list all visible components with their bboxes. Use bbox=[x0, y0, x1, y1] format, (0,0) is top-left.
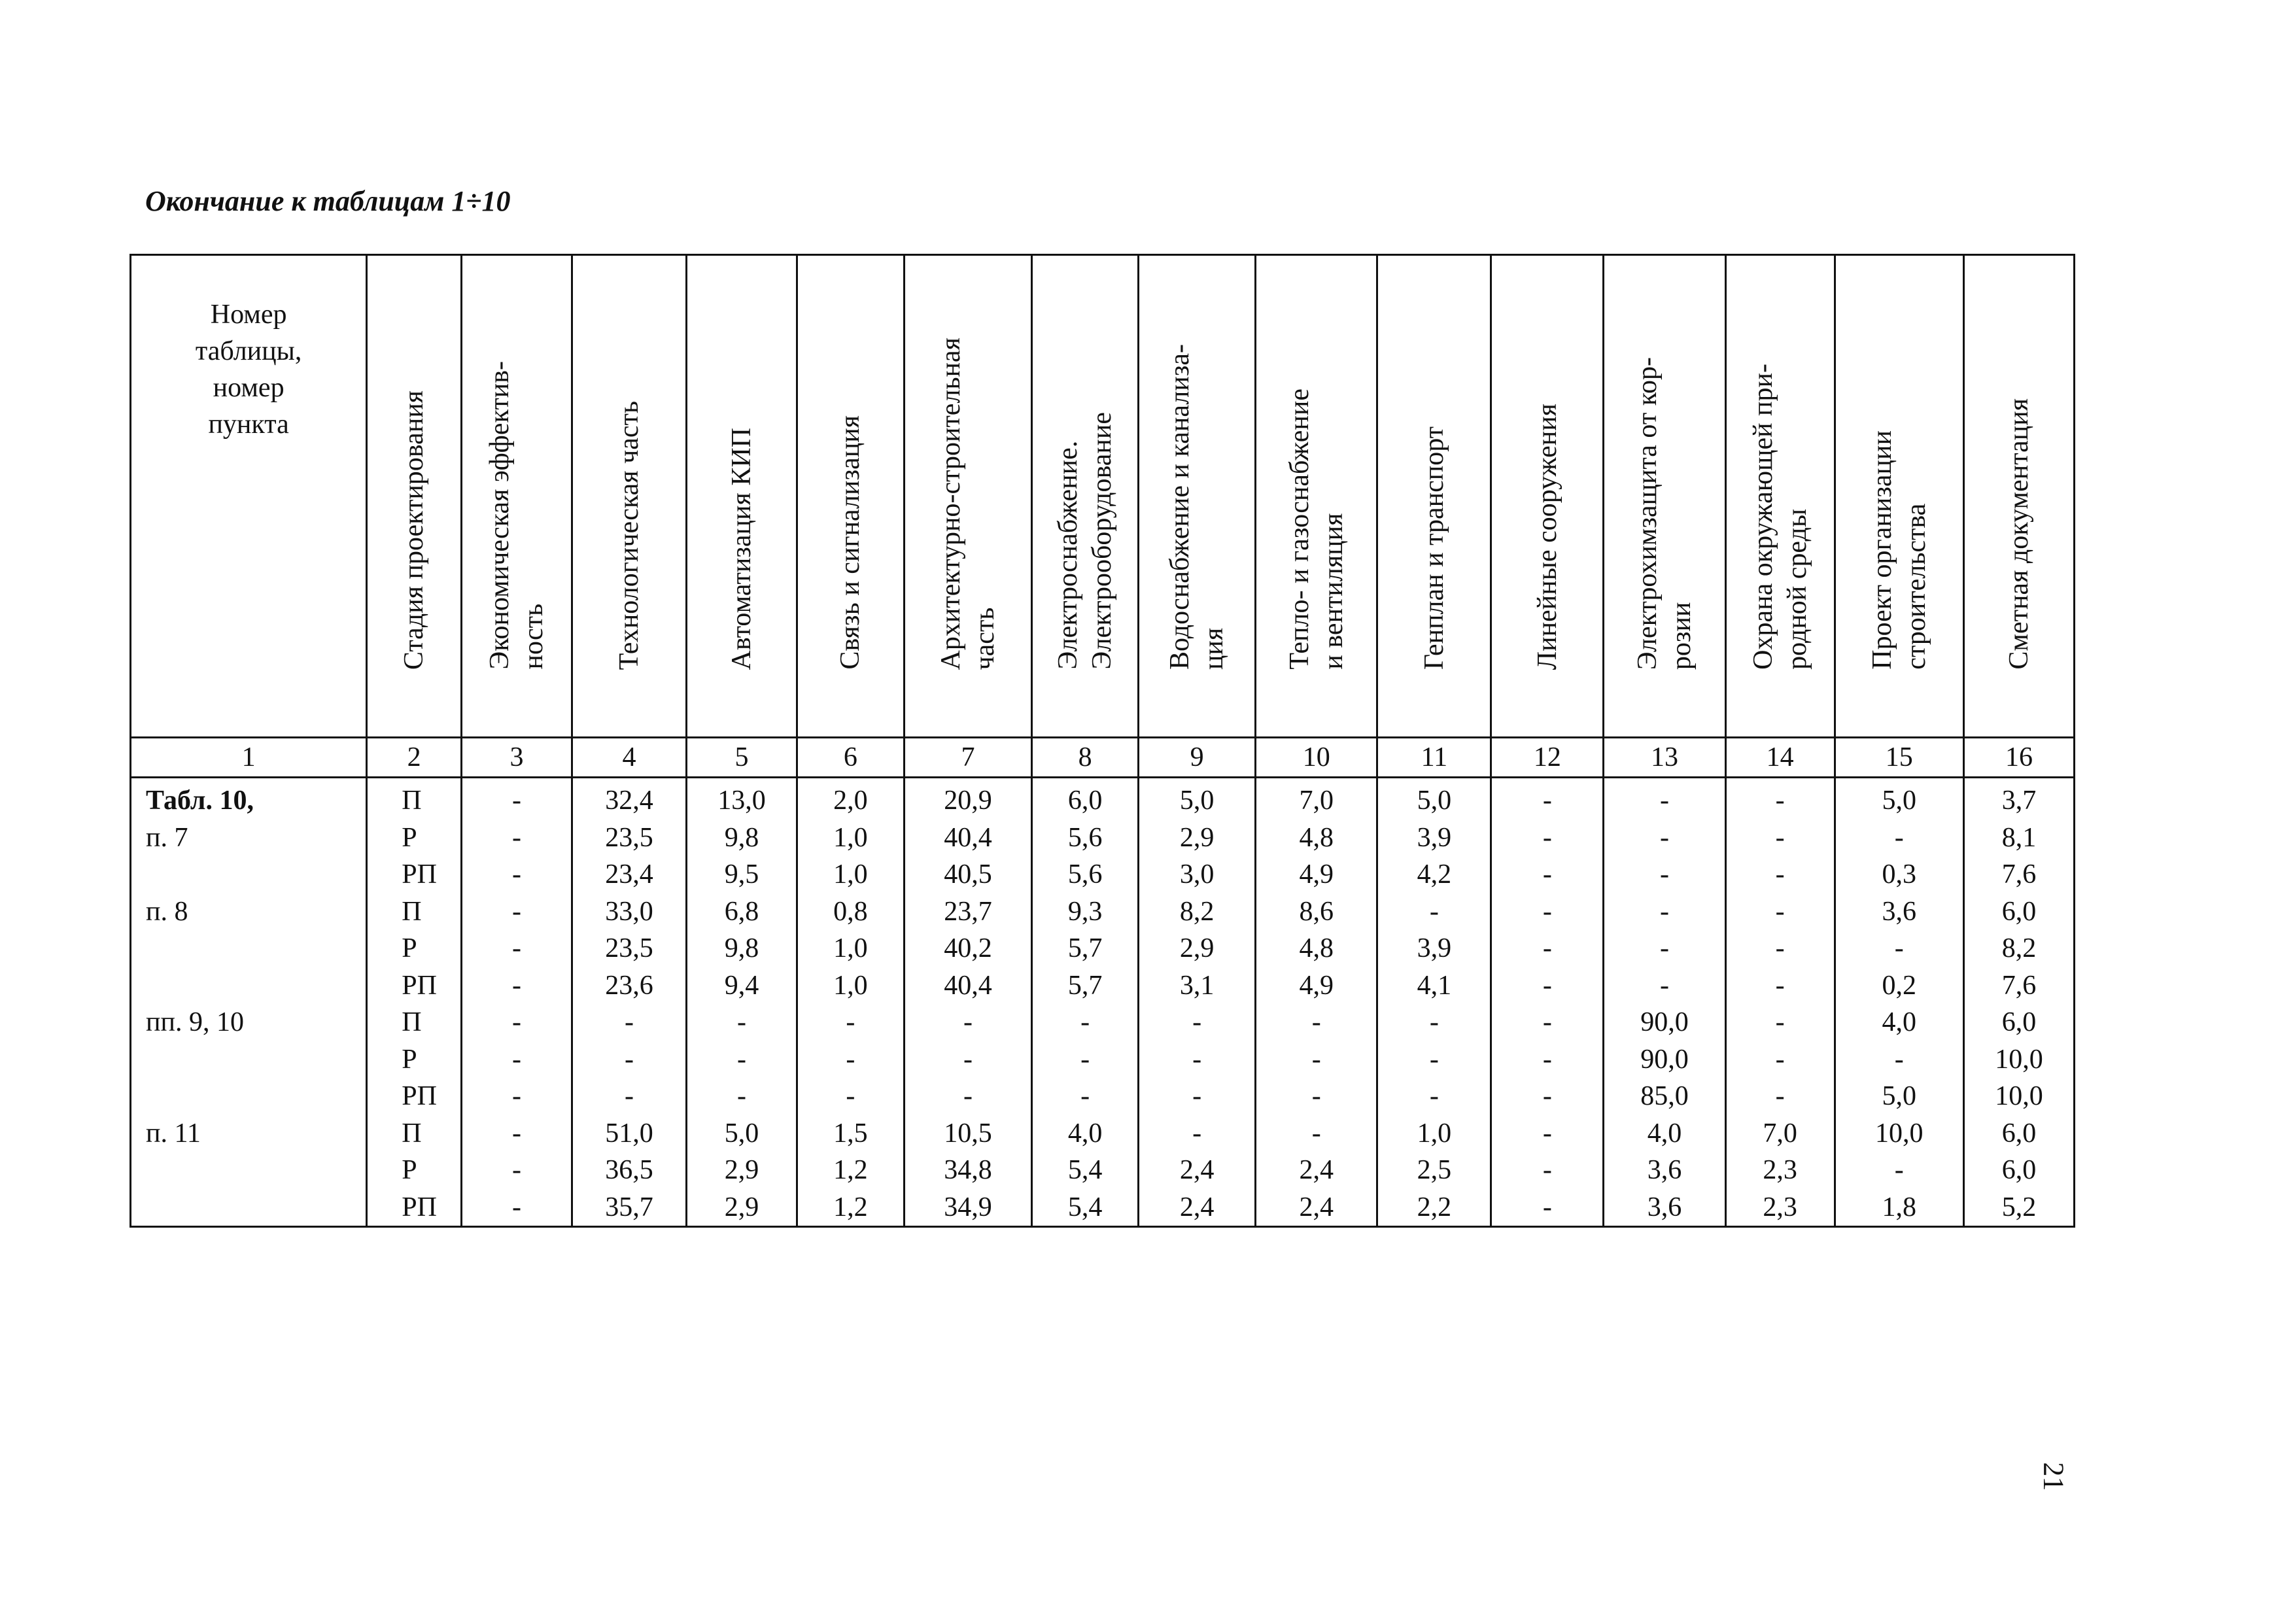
value-cell bbox=[1256, 1115, 1377, 1227]
cell-value: 5,7 bbox=[1067, 933, 1103, 963]
cell-value: 1,0 bbox=[833, 822, 868, 853]
cell-value: РП bbox=[402, 1192, 437, 1222]
cell-value: - bbox=[511, 1192, 521, 1222]
column-number: 7 bbox=[904, 738, 1031, 778]
value-cell bbox=[1032, 1004, 1139, 1115]
cell-value: - bbox=[736, 1044, 746, 1075]
value-cell bbox=[1835, 778, 1963, 893]
cell-value: - bbox=[1542, 896, 1552, 927]
value-cell bbox=[1604, 1115, 1725, 1227]
table-group-row bbox=[131, 1115, 2075, 1227]
cell-value: 7,0 bbox=[1299, 786, 1334, 816]
cell-value: 34,9 bbox=[944, 1192, 992, 1222]
cell-value: 9,3 bbox=[1067, 896, 1103, 927]
cell-value: - bbox=[1894, 933, 1904, 963]
cell-value: - bbox=[511, 933, 521, 963]
cell-value: - bbox=[511, 970, 521, 1001]
cell-value: 6,0 bbox=[2001, 1155, 2037, 1185]
value-cell bbox=[572, 893, 686, 1005]
cell-value: - bbox=[511, 1007, 521, 1037]
cell-value: - bbox=[1080, 1007, 1090, 1037]
value-cell bbox=[1491, 778, 1604, 893]
cell-value: - bbox=[624, 1007, 634, 1037]
cell-value: 1,0 bbox=[833, 859, 868, 890]
stage-cell bbox=[367, 1004, 462, 1115]
cell-value: - bbox=[1894, 822, 1904, 853]
cell-value: - bbox=[1542, 822, 1552, 853]
cell-value: 0,8 bbox=[833, 896, 868, 927]
cell-value: - bbox=[1311, 1007, 1321, 1037]
table-caption: Окончание к таблицам 1÷10 bbox=[145, 185, 511, 217]
value-cell bbox=[1725, 1004, 1835, 1115]
header-construction-organization: Проект организации строительства bbox=[1835, 255, 1963, 738]
stage-cell bbox=[367, 1115, 462, 1227]
cell-value: - bbox=[1429, 896, 1439, 927]
cell-value: 6,8 bbox=[724, 896, 759, 927]
cell-value: 5,2 bbox=[2001, 1192, 2037, 1222]
row-label-item: п. 8 bbox=[146, 896, 188, 927]
cell-value: 8,2 bbox=[1179, 896, 1215, 927]
column-number: 10 bbox=[1256, 738, 1377, 778]
value-cell bbox=[1139, 778, 1256, 893]
value-cell bbox=[797, 1004, 904, 1115]
cell-value: - bbox=[1775, 1007, 1785, 1037]
cell-value: - bbox=[1192, 1081, 1202, 1111]
cell-value: - bbox=[736, 1081, 746, 1111]
cell-value: 23,4 bbox=[605, 859, 653, 890]
cell-value: 3,1 bbox=[1179, 970, 1215, 1001]
cell-value: - bbox=[511, 896, 521, 927]
column-number: 6 bbox=[797, 738, 904, 778]
cell-value: 3,9 bbox=[1417, 933, 1452, 963]
stage-cell bbox=[367, 893, 462, 1005]
value-cell bbox=[1139, 1004, 1256, 1115]
cell-value: 5,0 bbox=[1882, 786, 1916, 816]
cell-value: 3,6 bbox=[1647, 1155, 1682, 1185]
value-cell bbox=[904, 893, 1031, 1005]
value-cell bbox=[1491, 893, 1604, 1005]
cell-value: 4,0 bbox=[1067, 1118, 1103, 1149]
cell-value: - bbox=[963, 1044, 973, 1075]
header-estimates: Сметная документация bbox=[1963, 255, 2074, 738]
cell-value: - bbox=[1775, 1081, 1785, 1111]
value-cell bbox=[904, 1004, 1031, 1115]
cell-value: - bbox=[1660, 859, 1670, 890]
cell-value: - bbox=[511, 786, 521, 816]
cell-value: - bbox=[1542, 786, 1552, 816]
row-label-item: п. 11 bbox=[146, 1118, 201, 1149]
cell-value: 1,2 bbox=[833, 1192, 868, 1222]
cell-value: 4,9 bbox=[1299, 859, 1334, 890]
cell-value: - bbox=[1660, 786, 1670, 816]
row-label-item: п. 7 bbox=[146, 822, 188, 853]
cell-value: - bbox=[1542, 1192, 1552, 1222]
value-cell bbox=[686, 778, 797, 893]
cell-value: Р bbox=[402, 1044, 417, 1075]
cell-value: 5,0 bbox=[1882, 1081, 1916, 1111]
value-cell bbox=[461, 1115, 572, 1227]
cell-value: - bbox=[511, 822, 521, 853]
value-cell bbox=[1725, 893, 1835, 1005]
cell-value: - bbox=[1311, 1118, 1321, 1149]
cell-value: 10,0 bbox=[1995, 1044, 2043, 1075]
cell-value: 36,5 bbox=[605, 1155, 653, 1185]
cell-value: 2,4 bbox=[1299, 1155, 1334, 1185]
cell-value: 1,0 bbox=[833, 970, 868, 1001]
cell-value: 2,4 bbox=[1179, 1155, 1215, 1185]
cell-value: 1,2 bbox=[833, 1155, 868, 1185]
value-cell bbox=[1835, 893, 1963, 1005]
cell-value: - bbox=[1775, 896, 1785, 927]
column-number: 13 bbox=[1604, 738, 1725, 778]
cell-value: 7,0 bbox=[1763, 1118, 1797, 1149]
value-cell bbox=[1725, 778, 1835, 893]
cell-value: - bbox=[1192, 1007, 1202, 1037]
cell-value: 9,4 bbox=[724, 970, 759, 1001]
value-cell bbox=[1377, 1004, 1491, 1115]
cell-value: - bbox=[1542, 970, 1552, 1001]
cell-value: Р bbox=[402, 933, 417, 963]
cell-value: 1,5 bbox=[833, 1118, 868, 1149]
cell-value: 6,0 bbox=[2001, 1118, 2037, 1149]
cell-value: 33,0 bbox=[605, 896, 653, 927]
cell-value: 4,9 bbox=[1299, 970, 1334, 1001]
cell-value: 20,9 bbox=[944, 786, 992, 816]
cell-value: - bbox=[1660, 896, 1670, 927]
cell-value: 40,5 bbox=[944, 859, 992, 890]
value-cell bbox=[1032, 778, 1139, 893]
cell-value: 2,9 bbox=[1179, 933, 1215, 963]
cell-value: 3,9 bbox=[1417, 822, 1452, 853]
cell-value: 40,4 bbox=[944, 970, 992, 1001]
row-label-table: Табл. 10, bbox=[146, 786, 254, 816]
value-cell bbox=[1256, 778, 1377, 893]
cell-value: 23,5 bbox=[605, 933, 653, 963]
cell-value: Р bbox=[402, 1155, 417, 1185]
cell-value: 2,3 bbox=[1763, 1155, 1797, 1185]
value-cell bbox=[1963, 1115, 2074, 1227]
cell-value: - bbox=[963, 1007, 973, 1037]
cell-value: 23,7 bbox=[944, 896, 992, 927]
cell-value: 4,1 bbox=[1417, 970, 1452, 1001]
cell-value: - bbox=[736, 1007, 746, 1037]
header-general-plan: Генплан и транспорт bbox=[1377, 255, 1491, 738]
cell-value: 1,0 bbox=[833, 933, 868, 963]
value-cell bbox=[1835, 1115, 1963, 1227]
value-cell bbox=[1032, 893, 1139, 1005]
cell-value: - bbox=[1429, 1007, 1439, 1037]
cell-value: 8,6 bbox=[1299, 896, 1334, 927]
cell-value: 9,8 bbox=[724, 822, 759, 853]
cell-value: 4,8 bbox=[1299, 933, 1334, 963]
value-cell bbox=[1604, 893, 1725, 1005]
cell-value: - bbox=[846, 1007, 855, 1037]
cell-value: 40,2 bbox=[944, 933, 992, 963]
cell-value: - bbox=[1775, 933, 1785, 963]
header-communication: Связь и сигнализация bbox=[797, 255, 904, 738]
cell-value: 2,3 bbox=[1763, 1192, 1797, 1222]
table-group-row bbox=[131, 778, 2075, 893]
column-number: 14 bbox=[1725, 738, 1835, 778]
cell-value: 2,9 bbox=[724, 1192, 759, 1222]
column-number: 8 bbox=[1032, 738, 1139, 778]
cell-value: - bbox=[1080, 1081, 1090, 1111]
cell-value: 4,2 bbox=[1417, 859, 1452, 890]
cell-value: 13,0 bbox=[717, 786, 766, 816]
column-number: 11 bbox=[1377, 738, 1491, 778]
stage-cell bbox=[367, 778, 462, 893]
value-cell bbox=[1256, 1004, 1377, 1115]
value-cell bbox=[1491, 1115, 1604, 1227]
cell-value: - bbox=[1542, 859, 1552, 890]
table-group-row bbox=[131, 893, 2075, 1005]
header-power-supply: Электроснабжение. Электрооборудование bbox=[1032, 255, 1139, 738]
column-number: 12 bbox=[1491, 738, 1604, 778]
value-cell bbox=[1377, 778, 1491, 893]
row-label bbox=[131, 1004, 367, 1115]
cell-value: 10,5 bbox=[944, 1118, 992, 1149]
cell-value: - bbox=[1311, 1081, 1321, 1111]
cell-value: 1,0 bbox=[1417, 1118, 1452, 1149]
cell-value: - bbox=[1660, 933, 1670, 963]
cell-value: Р bbox=[402, 822, 417, 853]
cell-value: 23,5 bbox=[605, 822, 653, 853]
cell-value: 7,6 bbox=[2001, 859, 2037, 890]
value-cell bbox=[572, 1115, 686, 1227]
header-water-supply: Водоснабжение и канализа- ция bbox=[1139, 255, 1256, 738]
cell-value: - bbox=[846, 1081, 855, 1111]
cell-value: - bbox=[1775, 786, 1785, 816]
cell-value: 51,0 bbox=[605, 1118, 653, 1149]
cell-value: 4,0 bbox=[1882, 1007, 1916, 1037]
header-heat-gas-supply: Тепло- и газоснабжение и вентиляция bbox=[1256, 255, 1377, 738]
cell-value: 5,6 bbox=[1067, 822, 1103, 853]
cell-value: - bbox=[1775, 822, 1785, 853]
value-cell bbox=[1604, 778, 1725, 893]
cell-value: - bbox=[1775, 1044, 1785, 1075]
value-cell bbox=[1963, 893, 2074, 1005]
data-table bbox=[129, 254, 2075, 1228]
cell-value: 23,6 bbox=[605, 970, 653, 1001]
value-cell bbox=[572, 1004, 686, 1115]
value-cell bbox=[1032, 1115, 1139, 1227]
cell-value: - bbox=[511, 1081, 521, 1111]
header-economic-efficiency: Экономическая эффектив- ность bbox=[461, 255, 572, 738]
cell-value: - bbox=[511, 1155, 521, 1185]
table-group-row bbox=[131, 1004, 2075, 1115]
value-cell bbox=[797, 778, 904, 893]
cell-value: 9,5 bbox=[724, 859, 759, 890]
column-number: 4 bbox=[572, 738, 686, 778]
header-architecture: Архитектурно-строительная часть bbox=[904, 255, 1031, 738]
header-design-stage: Стадия проектирования bbox=[367, 255, 462, 738]
header-row bbox=[131, 255, 2075, 738]
cell-value: 2,5 bbox=[1417, 1155, 1452, 1185]
cell-value: 5,0 bbox=[1417, 786, 1452, 816]
column-number: 16 bbox=[1963, 738, 2074, 778]
cell-value: 5,4 bbox=[1067, 1192, 1103, 1222]
cell-value: 90,0 bbox=[1640, 1007, 1689, 1037]
cell-value: 4,8 bbox=[1299, 822, 1334, 853]
column-number: 5 bbox=[686, 738, 797, 778]
cell-value: 5,7 bbox=[1067, 970, 1103, 1001]
cell-value: П bbox=[402, 1118, 422, 1149]
cell-value: 8,2 bbox=[2001, 933, 2037, 963]
value-cell bbox=[461, 778, 572, 893]
cell-value: 6,0 bbox=[2001, 1007, 2037, 1037]
header-environment: Охрана окружающей при- родной среды bbox=[1725, 255, 1835, 738]
cell-value: - bbox=[511, 859, 521, 890]
cell-value: - bbox=[1080, 1044, 1090, 1075]
cell-value: 5,0 bbox=[1179, 786, 1215, 816]
cell-value: 40,4 bbox=[944, 822, 992, 853]
column-number: 3 bbox=[461, 738, 572, 778]
cell-value: 8,1 bbox=[2001, 822, 2037, 853]
cell-value: - bbox=[1192, 1044, 1202, 1075]
cell-value: 34,8 bbox=[944, 1155, 992, 1185]
header-corrosion-protection: Электрохимзащита от кор- розии bbox=[1604, 255, 1725, 738]
value-cell bbox=[686, 1004, 797, 1115]
header-linear-structures: Линейные сооружения bbox=[1491, 255, 1604, 738]
cell-value: 9,8 bbox=[724, 933, 759, 963]
value-cell bbox=[1963, 778, 2074, 893]
cell-value: 3,7 bbox=[2001, 786, 2037, 816]
cell-value: - bbox=[1192, 1118, 1202, 1149]
row-label-item: пп. 9, 10 bbox=[146, 1007, 244, 1037]
value-cell bbox=[461, 893, 572, 1005]
cell-value: 3,6 bbox=[1647, 1192, 1682, 1222]
cell-value: - bbox=[1660, 970, 1670, 1001]
column-number-row bbox=[131, 738, 2075, 778]
column-number: 9 bbox=[1139, 738, 1256, 778]
row-label bbox=[131, 893, 367, 1005]
row-label bbox=[131, 1115, 367, 1227]
cell-value: 4,0 bbox=[1647, 1118, 1682, 1149]
cell-value: 5,6 bbox=[1067, 859, 1103, 890]
cell-value: 35,7 bbox=[605, 1192, 653, 1222]
cell-value: П bbox=[402, 786, 422, 816]
cell-value: 2,9 bbox=[724, 1155, 759, 1185]
value-cell bbox=[904, 1115, 1031, 1227]
value-cell bbox=[1835, 1004, 1963, 1115]
cell-value: - bbox=[1542, 1007, 1552, 1037]
value-cell bbox=[1139, 1115, 1256, 1227]
value-cell bbox=[1139, 893, 1256, 1005]
value-cell bbox=[1604, 1004, 1725, 1115]
cell-value: 10,0 bbox=[1995, 1081, 2043, 1111]
cell-value: - bbox=[1775, 859, 1785, 890]
cell-value: РП bbox=[402, 970, 437, 1001]
value-cell bbox=[797, 893, 904, 1005]
cell-value: 6,0 bbox=[2001, 896, 2037, 927]
cell-value: - bbox=[1542, 1118, 1552, 1149]
cell-value: П bbox=[402, 896, 422, 927]
cell-value: 0,2 bbox=[1882, 970, 1916, 1001]
cell-value: 5,0 bbox=[724, 1118, 759, 1149]
value-cell bbox=[1256, 893, 1377, 1005]
column-number: 2 bbox=[367, 738, 462, 778]
page-number: 21 bbox=[2037, 1462, 2070, 1491]
cell-value: - bbox=[1775, 970, 1785, 1001]
cell-value: 7,6 bbox=[2001, 970, 2037, 1001]
cell-value: - bbox=[963, 1081, 973, 1111]
cell-value: 2,4 bbox=[1179, 1192, 1215, 1222]
value-cell bbox=[686, 893, 797, 1005]
value-cell bbox=[686, 1115, 797, 1227]
cell-value: - bbox=[1542, 1044, 1552, 1075]
cell-value: - bbox=[1542, 1081, 1552, 1111]
cell-value: 90,0 bbox=[1640, 1044, 1689, 1075]
header-technological-part: Технологическая часть bbox=[572, 255, 686, 738]
cell-value: П bbox=[402, 1007, 422, 1037]
cell-value: 85,0 bbox=[1640, 1081, 1689, 1111]
column-number: 1 bbox=[131, 738, 367, 778]
cell-value: - bbox=[1660, 822, 1670, 853]
value-cell bbox=[1491, 1004, 1604, 1115]
value-cell bbox=[1725, 1115, 1835, 1227]
cell-value: - bbox=[511, 1118, 521, 1149]
cell-value: - bbox=[624, 1044, 634, 1075]
column-number: 15 bbox=[1835, 738, 1963, 778]
value-cell bbox=[1377, 893, 1491, 1005]
cell-value: - bbox=[846, 1044, 855, 1075]
row-label bbox=[131, 778, 367, 893]
cell-value: 6,0 bbox=[1067, 786, 1103, 816]
cell-value: - bbox=[1311, 1044, 1321, 1075]
cell-value: 3,6 bbox=[1882, 896, 1916, 927]
cell-value: 32,4 bbox=[605, 786, 653, 816]
cell-value: 2,0 bbox=[833, 786, 868, 816]
cell-value: 10,0 bbox=[1874, 1118, 1924, 1149]
cell-value: - bbox=[1542, 933, 1552, 963]
cell-value: - bbox=[624, 1081, 634, 1111]
cell-value: - bbox=[1894, 1155, 1904, 1185]
cell-value: 3,0 bbox=[1179, 859, 1215, 890]
cell-value: - bbox=[1894, 1044, 1904, 1075]
header-table-number: Номер таблицы, номер пункта bbox=[131, 255, 367, 738]
cell-value: - bbox=[511, 1044, 521, 1075]
cell-value: 0,3 bbox=[1882, 859, 1916, 890]
cell-value: - bbox=[1429, 1081, 1439, 1111]
cell-value: 2,2 bbox=[1417, 1192, 1452, 1222]
cell-value: РП bbox=[402, 859, 437, 890]
cell-value: РП bbox=[402, 1081, 437, 1111]
cell-value: 2,4 bbox=[1299, 1192, 1334, 1222]
cell-value: 2,9 bbox=[1179, 822, 1215, 853]
cell-value: - bbox=[1542, 1155, 1552, 1185]
value-cell bbox=[797, 1115, 904, 1227]
value-cell bbox=[904, 778, 1031, 893]
value-cell bbox=[572, 778, 686, 893]
value-cell bbox=[461, 1004, 572, 1115]
cell-value: 1,8 bbox=[1882, 1192, 1916, 1222]
cell-value: 5,4 bbox=[1067, 1155, 1103, 1185]
cell-value: - bbox=[1429, 1044, 1439, 1075]
value-cell bbox=[1963, 1004, 2074, 1115]
header-automation: Автоматизация КИП bbox=[686, 255, 797, 738]
value-cell bbox=[1377, 1115, 1491, 1227]
